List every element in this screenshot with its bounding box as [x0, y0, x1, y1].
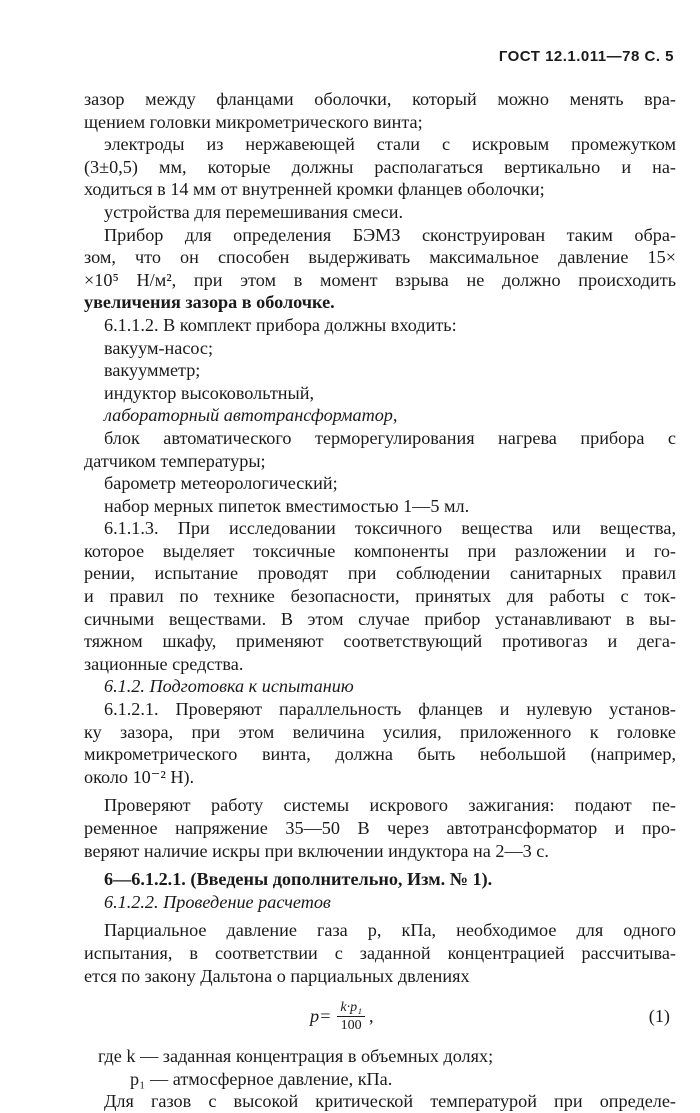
- paragraph-gases: [84, 1090, 676, 1113]
- text-line: веряют наличие искры при включении индуктора на 2—3 с.: [84, 840, 549, 861]
- text-line: сичными веществами. В этом случае прибор устанавливают в вы-: [84, 608, 676, 629]
- formula-legend: [84, 1045, 676, 1090]
- formula-fraction: [337, 999, 365, 1034]
- text-line: ×10⁵ Н/м², при этом в момент взрыва не должно происходить: [84, 269, 676, 290]
- paragraph-thermo: [84, 427, 676, 517]
- text-line: зазор между фланцами оболочки, который можно менять вра-: [84, 89, 676, 109]
- document-body: [84, 88, 676, 1113]
- text-line: и правил по технике безопасности, принятых для работы с ток-: [84, 586, 676, 607]
- text-line: зом, что он способен выдерживать максимальное давление 15×: [84, 247, 676, 268]
- text-line: 6.1.2.1. Проверяют параллельность фланцев и нулевую установ-: [104, 699, 676, 720]
- text-line: (3±0,5) мм, которые должны располагаться вертикально и на-: [84, 156, 676, 177]
- amendment-note: [84, 868, 676, 891]
- section-title: 6.1.2. Подготовка к испытанию: [104, 676, 354, 697]
- text-line: которое выделяет токсичные компоненты при разложении и го-: [84, 540, 676, 561]
- formula-denominator: 100: [340, 1018, 362, 1034]
- paragraph-flanges: [84, 698, 676, 788]
- text-line: Проверяют работу системы искрового зажигания: подают пе-: [104, 795, 676, 816]
- text-line: около 10⁻² Н).: [84, 766, 195, 787]
- formula-numerator: k·p₁: [337, 999, 365, 1017]
- text-line: испытания, в соответствии с заданной концентрацией рассчитыва-: [84, 942, 676, 963]
- text-line: 6.1.1.3. При исследовании токсичного вещества или вещества,: [104, 518, 676, 539]
- text-line: Прибор для определения БЭМЗ сконструирован таким обра-: [104, 224, 676, 245]
- text-line: микрометрического винта, должна быть небольшой (например,: [84, 744, 676, 765]
- section-heading-preparation: [84, 675, 676, 698]
- paragraph-ignition: [84, 794, 676, 862]
- text-line: рении, испытание проводят при соблюдении санитарных правил: [84, 563, 676, 584]
- text-line: датчиком температуры;: [84, 450, 266, 471]
- text-line: ется по закону Дальтона о парциальных двлениях: [84, 965, 470, 986]
- text-line: ременное напряжение 35—50 В через автотрансформатор и про-: [84, 818, 676, 838]
- legend-k: где k — заданная концентрация в объемных долях;: [98, 1046, 494, 1067]
- paragraph-mixers: [84, 201, 676, 224]
- text-line: тяжном шкафу, применяют соответствующий противогаз и дега-: [84, 631, 676, 652]
- paragraph-electrodes-cont: [84, 156, 676, 201]
- text-line: увеличения зазора в оболочке.: [84, 292, 335, 313]
- paragraph-equipment-list: [84, 314, 676, 427]
- paragraph-electrodes: [84, 133, 676, 156]
- list-item: лабораторный автотрансформатор,: [104, 405, 398, 426]
- paragraph-gap-description: [84, 88, 676, 133]
- equation-number: (1): [648, 1006, 670, 1027]
- formula-trail: ,: [368, 1006, 374, 1027]
- formula-expression: [310, 999, 374, 1034]
- legend-p1: p₁ — атмосферное давление, кПа.: [130, 1068, 393, 1089]
- text-line: Парциальное давление газа p, кПа, необходимое для одного: [104, 920, 676, 941]
- section-title: 6.1.2.2. Проведение расчетов: [104, 891, 331, 912]
- text-line: Для газов с высокой критической температурой при определе-: [104, 1091, 676, 1112]
- text-line: ходиться в 14 мм от внутренней кромки фланцев оболочки;: [84, 179, 545, 200]
- paragraph-toxic: [84, 517, 676, 675]
- formula-1: [84, 997, 676, 1041]
- paragraph-device: [84, 224, 676, 314]
- list-item: вакуумметр;: [104, 360, 201, 381]
- list-item: блок автоматического терморегулирования нагрева прибора с: [104, 427, 676, 448]
- text-line: устройства для перемешивания смеси.: [104, 201, 404, 222]
- list-item: вакуум-насос;: [104, 337, 214, 358]
- text-line: щением головки микрометрического винта;: [84, 111, 423, 132]
- list-item: барометр метеорологический;: [104, 473, 338, 494]
- list-item: индуктор высоковольтный,: [104, 382, 315, 403]
- list-item: набор мерных пипеток вместимостью 1—5 мл.: [104, 495, 470, 516]
- clause-heading: 6.1.1.2. В комплект прибора должны входить:: [104, 314, 457, 335]
- amendment-text: 6—6.1.2.1. (Введены дополнительно, Изм. № 1).: [104, 869, 493, 890]
- text-line: зационные средства.: [84, 653, 244, 674]
- paragraph-dalton: [84, 919, 676, 987]
- text-line: электроды из нержавеющей стали с искровым промежутком: [104, 134, 676, 155]
- formula-lhs: p=: [310, 1006, 332, 1027]
- page-header: ГОСТ 12.1.011—78 С. 5: [498, 48, 674, 65]
- text-line: ку зазора, при этом величина усилия, приложенного к головке: [84, 721, 676, 742]
- section-heading-calculations: [84, 891, 676, 914]
